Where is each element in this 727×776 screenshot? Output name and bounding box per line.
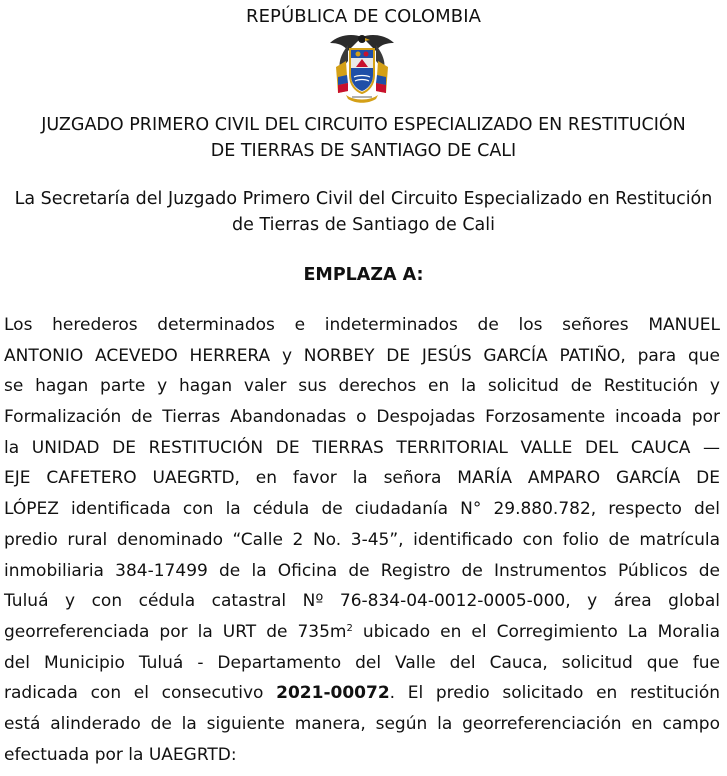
intro-line-2: de Tierras de Santiago de Cali <box>232 215 495 235</box>
area-text: georreferenciada por la URT de 735m <box>4 621 347 642</box>
summons-heading: EMPLAZA A: <box>303 265 424 285</box>
colombia-coat-of-arms-icon <box>326 31 398 107</box>
body-line: Los herederos determinados e indeterminados de los señores MANUEL <box>4 315 720 335</box>
body-line: predio rural denominado “Calle 2 No. 3-45”, identificado con folio de matrícula <box>4 529 720 550</box>
body-line: está alinderado de la siguiente manera, según la georreferenciación en campo <box>4 713 720 734</box>
body-line: se hagan parte y hagan valer sus derechos en la solicitud de Restitución y <box>4 376 720 397</box>
body-line: efectuada por la UAEGRTD: <box>4 744 237 765</box>
body-line: EJE CAFETERO UAEGRTD, en favor la señora MARÍA AMPARO GARCÍA DE <box>4 468 720 489</box>
body-line: Formalización de Tierras Abandonadas o Despojadas Forzosamente incoada por <box>4 407 720 428</box>
body-line: ANTONIO ACEVEDO HERRERA y NORBEY DE JESÚS GARCÍA PATIÑO, para que <box>4 345 720 366</box>
location-text: ubicado en el Corregimiento La Moralia <box>352 621 720 642</box>
area-unit-superscript: 2 <box>346 622 353 634</box>
body-line: LÓPEZ identificada con la cédula de ciudadanía N° 29.880.782, respecto del <box>4 499 720 520</box>
case-number: 2021-00072 <box>276 683 390 704</box>
court-name-line-1: JUZGADO PRIMERO CIVIL DEL CIRCUITO ESPECIALIZADO EN RESTITUCIÓN <box>41 115 686 135</box>
intro-paragraph <box>0 186 727 238</box>
summons-body <box>4 310 720 770</box>
court-name <box>0 112 727 164</box>
filing-text-rest: . El predio solicitado en restitución <box>389 683 720 704</box>
body-line <box>4 678 720 709</box>
court-name-line-2: DE TIERRAS DE SANTIAGO DE CALI <box>210 141 517 161</box>
body-line: del Municipio Tuluá - Departamento del Valle del Cauca, solicitud que fue <box>4 652 720 673</box>
filing-text: radicada con el consecutivo <box>4 683 277 704</box>
intro-line-1: La Secretaría del Juzgado Primero Civil del Circuito Especializado en Restitución <box>14 189 713 209</box>
body-line <box>4 617 720 648</box>
body-line: la UNIDAD DE RESTITUCIÓN DE TIERRAS TERRITORIAL VALLE DEL CAUCA — <box>4 437 720 458</box>
body-line: Tuluá y con cédula catastral Nº 76-834-04-0012-0005-000, y área global <box>4 591 720 612</box>
body-line: inmobiliaria 384-17499 de la Oficina de Registro de Instrumentos Públicos de <box>4 560 720 581</box>
country-title: REPÚBLICA DE COLOMBIA <box>245 6 482 27</box>
